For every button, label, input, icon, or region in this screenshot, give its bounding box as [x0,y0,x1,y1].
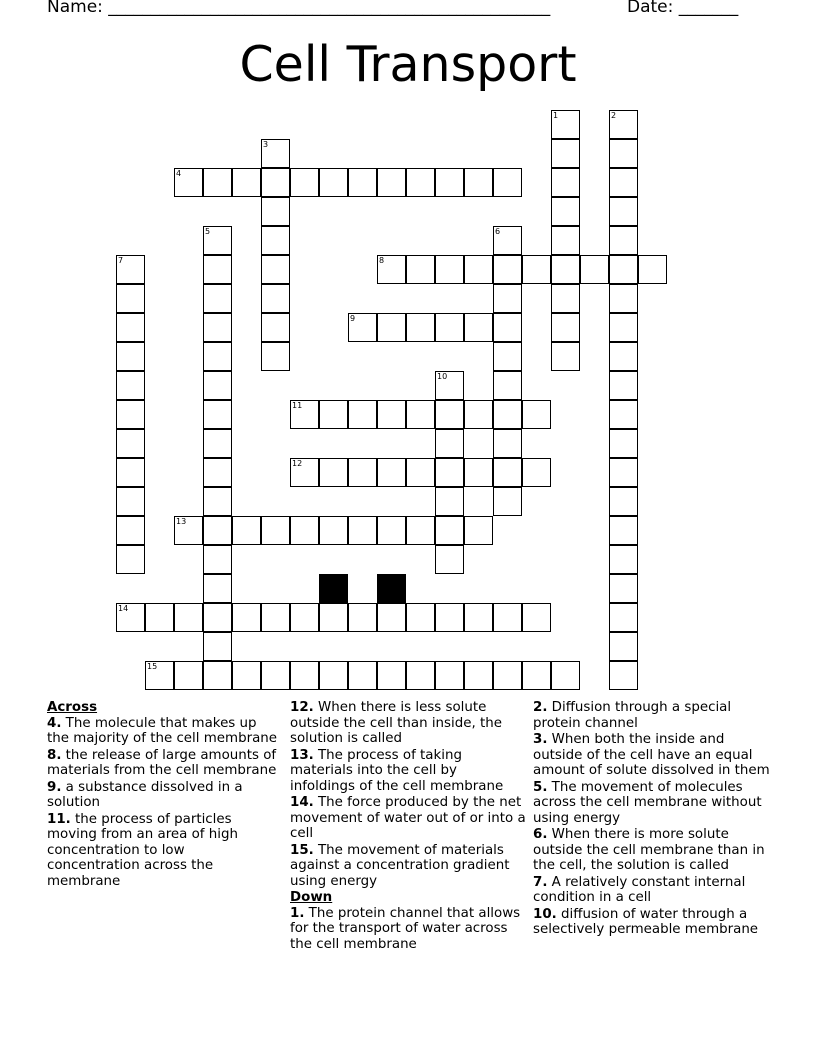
clue-down-2 [533,700,773,731]
answer-cell[interactable] [493,284,522,313]
answer-cell[interactable] [203,284,232,313]
answer-cell[interactable] [609,313,638,342]
down-heading: Down [290,890,333,905]
answer-cell[interactable] [203,400,232,429]
answer-cell[interactable] [406,661,435,690]
answer-cell[interactable] [435,603,464,632]
answer-cell[interactable] [609,255,638,284]
answer-cell[interactable] [116,400,145,429]
answer-cell[interactable] [406,458,435,487]
clue-down-7 [533,875,773,906]
answer-cell[interactable] [203,371,232,400]
answer-cell[interactable] [348,458,377,487]
answer-cell[interactable] [290,400,319,429]
answer-cell[interactable] [522,458,551,487]
answer-cell[interactable] [261,284,290,313]
black-cell [377,574,406,603]
answer-cell[interactable] [261,516,290,545]
cell-number: 12 [292,459,303,468]
clue-text: a substance dissolved in a solution [47,779,243,810]
answer-cell[interactable] [116,255,145,284]
answer-cell[interactable] [377,661,406,690]
answer-cell[interactable] [609,458,638,487]
answer-cell[interactable] [116,516,145,545]
clue-number: 10. [533,906,557,922]
clue-text: The movement of molecules across the cell membrane without using energy [533,779,762,826]
cell-number: 14 [118,604,129,613]
clue-number: 5. [533,779,548,795]
answer-cell[interactable] [493,458,522,487]
answer-cell[interactable] [464,458,493,487]
clue-text: The movement of materials against a concentration gradient using energy [290,842,510,889]
answer-cell[interactable] [551,661,580,690]
name-field[interactable]: Name: ____________________________________________________ [47,0,551,17]
clue-number: 15. [290,842,314,858]
answer-cell[interactable] [435,255,464,284]
clue-down-1 [290,906,526,953]
answer-cell[interactable] [464,313,493,342]
answer-cell[interactable] [609,110,638,139]
answer-cell[interactable] [203,313,232,342]
answer-cell[interactable] [145,603,174,632]
answer-cell[interactable] [435,545,464,574]
answer-cell[interactable] [174,603,203,632]
answer-cell[interactable] [348,661,377,690]
clue-text: The protein channel that allows for the transport of water across the cell membrane [290,905,521,952]
answer-cell[interactable] [261,313,290,342]
cell-number: 13 [176,517,187,526]
answer-cell[interactable] [435,400,464,429]
clue-number: 1. [290,905,305,921]
answer-cell[interactable] [203,632,232,661]
clue-text: When there is less solute outside the cell than inside, the solution is called [290,700,502,746]
clue-down-6 [533,827,773,874]
answer-cell[interactable] [203,342,232,371]
answer-cell[interactable] [522,400,551,429]
clue-down-10 [533,907,773,938]
clue-across-4 [47,716,277,747]
cell-number: 2 [611,111,617,120]
page-title: Cell Transport [239,36,577,93]
answer-cell[interactable] [348,400,377,429]
answer-cell[interactable] [435,313,464,342]
answer-cell[interactable] [435,487,464,516]
answer-cell[interactable] [203,458,232,487]
answer-cell[interactable] [464,255,493,284]
clue-number: 4. [47,715,62,731]
black-cell [319,574,348,603]
clue-text: The process of taking materials into the cell by infoldings of the cell membrane [290,747,504,794]
answer-cell[interactable] [290,661,319,690]
answer-cell[interactable] [493,168,522,197]
answer-cell[interactable] [203,429,232,458]
clue-text: When both the inside and outside of the cell have an equal amount of solute dissolved in them [533,732,770,778]
answer-cell[interactable] [609,168,638,197]
cell-number: 6 [495,227,501,236]
date-field[interactable]: Date: _______ [627,0,739,17]
answer-cell[interactable] [464,400,493,429]
answer-cell[interactable] [609,603,638,632]
answer-cell[interactable] [203,661,232,690]
answer-cell[interactable] [116,603,145,632]
answer-cell[interactable] [435,429,464,458]
clue-number: 2. [533,700,548,715]
answer-cell[interactable] [290,603,319,632]
clue-number: 11. [47,811,71,827]
answer-cell[interactable] [261,255,290,284]
clue-number: 13. [290,747,314,763]
answer-cell[interactable] [116,342,145,371]
answer-cell[interactable] [493,226,522,255]
answer-cell[interactable] [406,603,435,632]
answer-cell[interactable] [116,284,145,313]
clues-column-2 [290,700,526,953]
answer-cell[interactable] [435,458,464,487]
answer-cell[interactable] [464,516,493,545]
answer-cell[interactable] [116,429,145,458]
answer-cell[interactable] [290,516,319,545]
answer-cell[interactable] [551,313,580,342]
answer-cell[interactable] [609,661,638,690]
answer-cell[interactable] [377,168,406,197]
answer-cell[interactable] [261,661,290,690]
answer-cell[interactable] [261,139,290,168]
answer-cell[interactable] [609,429,638,458]
answer-cell[interactable] [551,255,580,284]
answer-cell[interactable] [203,226,232,255]
answer-cell[interactable] [435,168,464,197]
answer-cell[interactable] [609,139,638,168]
answer-cell[interactable] [522,603,551,632]
answer-cell[interactable] [145,661,174,690]
answer-cell[interactable] [261,197,290,226]
cell-number: 1 [553,111,559,120]
answer-cell[interactable] [493,342,522,371]
answer-cell[interactable] [435,516,464,545]
answer-cell[interactable] [551,168,580,197]
answer-cell[interactable] [609,197,638,226]
cell-number: 4 [176,169,182,178]
answer-cell[interactable] [174,516,203,545]
answer-cell[interactable] [551,284,580,313]
answer-cell[interactable] [348,516,377,545]
answer-cell[interactable] [377,255,406,284]
answer-cell[interactable] [580,255,609,284]
answer-cell[interactable] [261,342,290,371]
clue-number: 14. [290,795,314,810]
answer-cell[interactable] [609,545,638,574]
answer-cell[interactable] [609,400,638,429]
answer-cell[interactable] [319,516,348,545]
clue-across-8 [47,748,277,779]
answer-cell[interactable] [609,516,638,545]
answer-cell[interactable] [493,400,522,429]
answer-cell[interactable] [203,603,232,632]
answer-cell[interactable] [609,371,638,400]
answer-cell[interactable] [406,313,435,342]
answer-cell[interactable] [203,168,232,197]
answer-cell[interactable] [493,603,522,632]
answer-cell[interactable] [464,603,493,632]
answer-cell[interactable] [551,342,580,371]
answer-cell[interactable] [609,574,638,603]
clue-number: 12. [290,700,314,715]
clue-across-15 [290,843,526,890]
answer-cell[interactable] [203,487,232,516]
answer-cell[interactable] [348,603,377,632]
answer-cell[interactable] [232,516,261,545]
answer-cell[interactable] [609,487,638,516]
clue-text: the release of large amounts of materials from the cell membrane [47,747,277,778]
answer-cell[interactable] [203,574,232,603]
clue-across-14 [290,795,526,842]
clue-text: diffusion of water through a selectively permeable membrane [533,906,759,937]
clues-column-3 [533,700,773,939]
answer-cell[interactable] [493,661,522,690]
answer-cell[interactable] [406,255,435,284]
answer-cell[interactable] [348,313,377,342]
answer-cell[interactable] [116,313,145,342]
answer-cell[interactable] [493,255,522,284]
clue-number: 3. [533,732,548,747]
answer-cell[interactable] [551,226,580,255]
answer-cell[interactable] [290,168,319,197]
clues-column-1 [47,700,277,890]
answer-cell[interactable] [232,661,261,690]
cell-number: 8 [379,256,385,265]
answer-cell[interactable] [609,284,638,313]
answer-cell[interactable] [435,661,464,690]
answer-cell[interactable] [319,400,348,429]
answer-cell[interactable] [377,313,406,342]
answer-cell[interactable] [116,487,145,516]
clue-text: The molecule that makes up the majority of the cell membrane [47,715,278,746]
answer-cell[interactable] [493,429,522,458]
clue-down-5 [533,780,773,827]
answer-cell[interactable] [522,661,551,690]
across-heading: Across [47,700,98,715]
answer-cell[interactable] [377,400,406,429]
clue-text: When there is more solute outside the cell membrane than in the cell, the solution is called [533,827,765,873]
clue-number: 8. [47,747,62,763]
answer-cell[interactable] [261,168,290,197]
answer-cell[interactable] [493,371,522,400]
answer-cell[interactable] [377,516,406,545]
answer-cell[interactable] [406,516,435,545]
worksheet-header [0,0,816,24]
cell-number: 3 [263,140,269,149]
cell-number: 7 [118,256,124,265]
answer-cell[interactable] [203,516,232,545]
answer-cell[interactable] [116,371,145,400]
answer-cell[interactable] [464,168,493,197]
answer-cell[interactable] [551,197,580,226]
answer-cell[interactable] [232,603,261,632]
answer-cell[interactable] [406,168,435,197]
clue-number: 9. [47,779,62,795]
answer-cell[interactable] [203,255,232,284]
clue-number: 6. [533,827,548,842]
answer-cell[interactable] [261,226,290,255]
answer-cell[interactable] [174,168,203,197]
answer-cell[interactable] [551,110,580,139]
clue-text: A relatively constant internal condition in a cell [533,874,746,905]
answer-cell[interactable] [493,487,522,516]
answer-cell[interactable] [406,400,435,429]
answer-cell[interactable] [551,139,580,168]
answer-cell[interactable] [638,255,667,284]
cell-number: 15 [147,662,158,671]
cell-number: 10 [437,372,448,381]
answer-cell[interactable] [609,632,638,661]
clue-text: the process of particles moving from an area of high concentration to low concentration across the membrane [47,811,238,889]
answer-cell[interactable] [116,545,145,574]
answer-cell[interactable] [609,226,638,255]
answer-cell[interactable] [464,661,493,690]
answer-cell[interactable] [261,603,290,632]
clue-across-13 [290,748,526,795]
answer-cell[interactable] [522,255,551,284]
answer-cell[interactable] [174,661,203,690]
answer-cell[interactable] [203,545,232,574]
answer-cell[interactable] [319,603,348,632]
clue-across-11 [47,812,277,890]
answer-cell[interactable] [319,458,348,487]
cell-number: 11 [292,401,303,410]
cell-number: 5 [205,227,211,236]
clue-across-12 [290,700,526,747]
answer-cell[interactable] [290,458,319,487]
answer-cell[interactable] [377,458,406,487]
answer-cell[interactable] [319,661,348,690]
answer-cell[interactable] [493,313,522,342]
answer-cell[interactable] [116,458,145,487]
clue-down-3 [533,732,773,779]
cell-number: 9 [350,314,356,323]
clue-text: Diffusion through a special protein channel [533,700,732,731]
answer-cell[interactable] [377,603,406,632]
clue-across-9 [47,780,277,811]
answer-cell[interactable] [232,168,261,197]
clue-text: The force produced by the net movement of water out of or into a cell [290,795,526,841]
answer-cell[interactable] [435,371,464,400]
answer-cell[interactable] [319,168,348,197]
answer-cell[interactable] [348,168,377,197]
clue-number: 7. [533,874,548,890]
answer-cell[interactable] [609,342,638,371]
